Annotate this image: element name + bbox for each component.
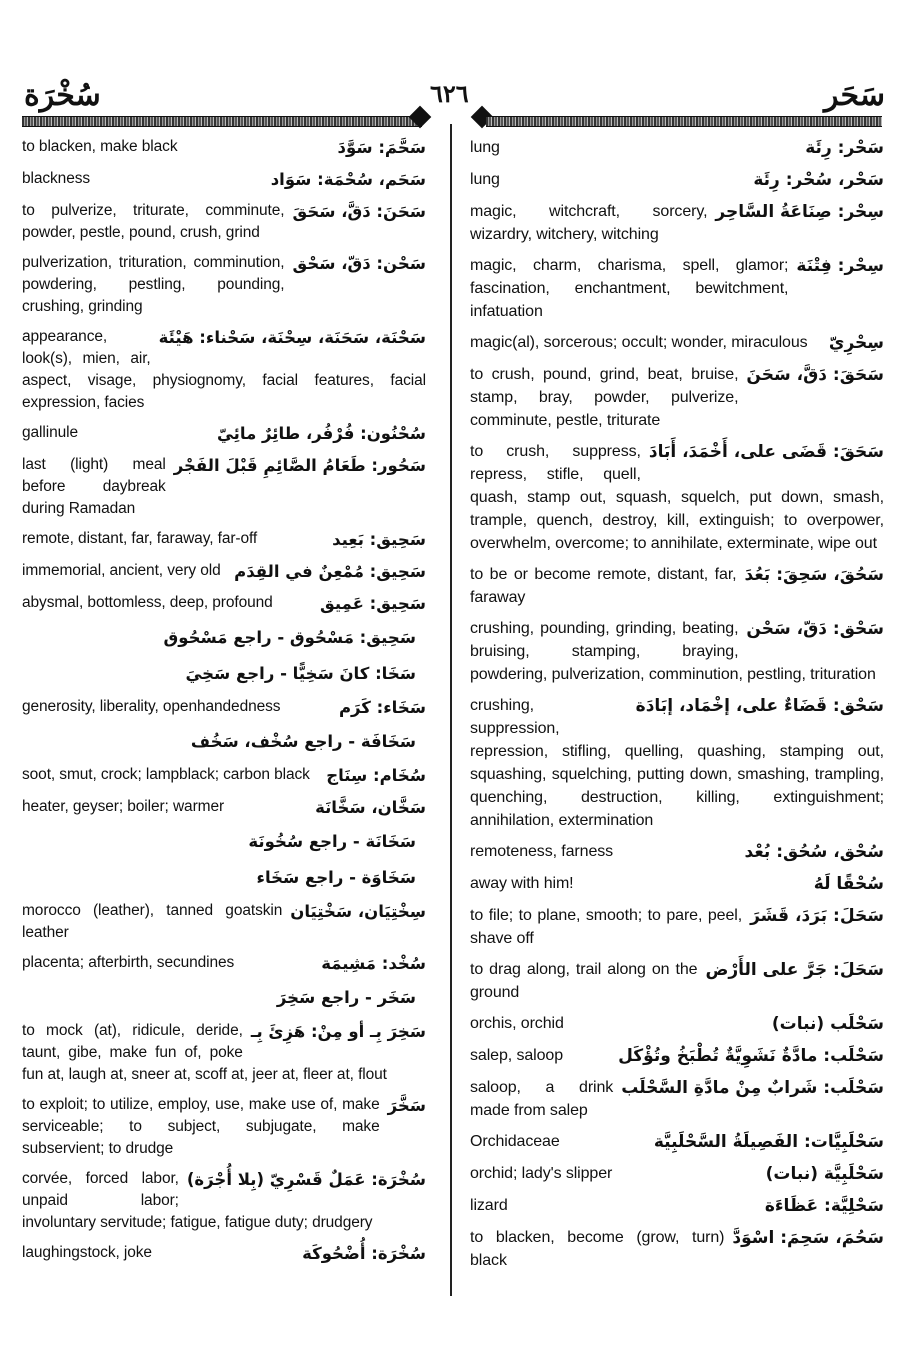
entry-headword: سَحْلَب (نبات) — [771, 1014, 884, 1034]
entry-gloss-text: morocco (leather), tanned goatskin leather — [22, 902, 283, 942]
entry-headword: سَحَنَ: دَقَّ، سَحَقَ — [292, 202, 426, 221]
entry-headword: سَحُقَ، سَحِقَ: بَعُدَ — [744, 565, 884, 585]
dictionary-entry — [22, 592, 426, 616]
dictionary-entry — [470, 1194, 884, 1218]
entry-gloss-text: generosity, liberality, openhandedness — [22, 698, 281, 716]
entry-gloss-text: remote, distant, far, faraway, far-off — [22, 530, 258, 548]
entry-gloss — [470, 200, 884, 246]
entry-gloss — [22, 764, 426, 788]
entry-gloss — [470, 958, 884, 1004]
entry-gloss-text: magic, witchcraft, sorcery, wizardry, witchery, witching — [470, 203, 708, 243]
entry-headword: سَخَّان، سَخَّانَة — [315, 798, 426, 818]
dictionary-entry — [470, 1130, 884, 1154]
entry-headword: سَخَافَة - راجع سُخْف، سَخُف — [190, 732, 416, 752]
entry-gloss — [470, 1162, 884, 1186]
entry-headword: سَحِيق: مَسْحُوق - راجع مَسْحُوق — [163, 628, 416, 648]
entry-gloss — [22, 136, 426, 160]
entry-headword: سَحَم، سُحْمَة: سَوَاد — [270, 170, 426, 189]
entry-gloss — [22, 796, 426, 820]
entry-headword: سَحُور: طَعَامُ الصَّائِمِ قَبْلَ الفَجْر — [173, 456, 426, 476]
entry-gloss — [22, 326, 426, 414]
entry-gloss — [22, 168, 426, 192]
entry-gloss — [470, 872, 884, 896]
entry-gloss-text: to crush, suppress, repress, stifle, quell, quash, stamp out, squash, squelch, put down, smash, trample, quench, destroy, kill, extinguish; to overpower, overwhelm, overcome; to annihilate, exterminate, wipe out — [470, 443, 884, 552]
dictionary-entry — [22, 764, 426, 788]
dictionary-entry — [22, 984, 426, 1012]
entry-headword: سَحْر: رِئَة — [805, 138, 884, 158]
entry-headword: سِخْتِيَان، سَخْتِيَان — [290, 902, 426, 922]
entry-headword: سَحْر، سُحْر: رِئَة — [753, 170, 884, 190]
dictionary-entry — [470, 1012, 884, 1036]
left-guide-word: سُخْرَة — [24, 79, 101, 112]
entry-gloss-text: to drag along, trail along on the ground — [470, 961, 698, 1001]
dictionary-entry — [22, 528, 426, 552]
entry-gloss — [470, 840, 884, 864]
dictionary-entry — [470, 694, 884, 832]
entry-gloss — [470, 1226, 884, 1272]
entry-gloss — [470, 331, 884, 355]
column-divider — [450, 124, 452, 1296]
dictionary-entry — [22, 1020, 426, 1086]
dictionary-entry — [470, 1162, 884, 1186]
entry-gloss-text: to exploit; to utilize, employ, use, make use of, make serviceable; to subject, subjugate, make subservient; to drudge — [22, 1096, 380, 1158]
dictionary-entry — [470, 440, 884, 555]
entry-gloss — [470, 1012, 884, 1036]
entry-headword: سَحْق: دَقّ، سَحْن — [746, 619, 884, 639]
entry-gloss — [22, 1020, 426, 1086]
entry-gloss-text: to file; to plane, smooth; to pare, peel, shave off — [470, 907, 743, 947]
dictionary-entry — [470, 168, 884, 192]
entry-gloss-text: abysmal, bottomless, deep, profound — [22, 594, 273, 612]
dictionary-entry — [22, 864, 426, 892]
dictionary-entry — [470, 363, 884, 432]
entry-gloss — [470, 254, 884, 323]
entry-headword: سَخَاوَة - راجع سَخَاء — [256, 868, 416, 888]
entry-gloss-text: to mock (at), ridicule, deride, taunt, gibe, make fun of, poke fun at, laugh at, sneer at, scoff at, jeer at, fleer at, flout — [22, 1022, 387, 1084]
entry-headword: سَحْلَب: شَرابٌ مِنْ مادَّةِ السَّحْلَب — [621, 1078, 884, 1098]
entry-gloss-text: orchid; lady's slipper — [470, 1165, 613, 1182]
dictionary-entry — [470, 872, 884, 896]
entry-gloss-text: laughingstock, joke — [22, 1244, 152, 1262]
left-column — [22, 136, 426, 1274]
entry-gloss — [470, 904, 884, 950]
entry-gloss-text: away with him! — [470, 875, 574, 892]
entry-gloss-text: appearance, look(s), mien, air, aspect, visage, physiognomy, facial features, facial expression, facies — [22, 328, 426, 412]
dictionary-entry — [22, 952, 426, 976]
entry-headword: سُخَام: سِنَاج — [326, 766, 426, 786]
entry-gloss — [22, 252, 426, 318]
entry-gloss — [22, 422, 426, 446]
entry-gloss — [22, 200, 426, 244]
entry-gloss — [22, 454, 426, 520]
dictionary-entry — [470, 200, 884, 246]
entry-headword: سَحَقَ: دَقَّ، سَحَنَ — [746, 365, 884, 385]
dictionary-entry — [22, 660, 426, 688]
entry-headword: سَخَر - راجع سَخِرَ — [276, 988, 416, 1008]
entry-gloss-text: pulverization, trituration, comminution, powdering, pestling, pounding, crushing, grinding — [22, 254, 285, 316]
entry-gloss — [22, 900, 426, 944]
entry-gloss-text: to crush, pound, grind, beat, bruise, stamp, bray, powder, pulverize, comminute, pestle, triturate — [470, 366, 739, 429]
entry-gloss-text: last (light) meal before daybreak during Ramadan — [22, 456, 166, 518]
dictionary-entry — [470, 1226, 884, 1272]
dictionary-entry — [22, 696, 426, 720]
dictionary-entry — [22, 136, 426, 160]
dictionary-entry — [22, 252, 426, 318]
entry-headword: سُخْد: مَشِيمَة — [321, 954, 426, 974]
dictionary-entry — [22, 624, 426, 652]
entry-gloss — [470, 168, 884, 192]
entry-headword: سَحْلِيَّة: عَظَاءَة — [764, 1196, 884, 1216]
entry-gloss — [22, 528, 426, 552]
entry-gloss — [470, 1044, 884, 1068]
right-column — [470, 136, 884, 1280]
dictionary-entry — [470, 617, 884, 686]
entry-gloss-text: saloop, a drink made from salep — [470, 1079, 614, 1119]
dictionary-entry — [470, 136, 884, 160]
entry-headword: سَحُمَ، سَحِمَ: اسْوَدَّ — [732, 1228, 884, 1248]
entry-gloss-text: gallinule — [22, 424, 78, 442]
entry-headword: سِحْر: فِتْنَة — [796, 256, 884, 276]
entry-gloss — [22, 1094, 426, 1160]
dictionary-entry — [470, 1076, 884, 1122]
entry-gloss — [470, 1130, 884, 1154]
entry-headword: سَخَّرَ — [387, 1096, 426, 1116]
entry-gloss — [470, 617, 884, 686]
entry-headword: سَخَاء: كَرَم — [338, 698, 426, 718]
entry-headword: سَحْلَب: مادَّةٌ نَشَوِيَّةٌ تُطْبَخُ وتُؤْكَل — [618, 1046, 884, 1066]
entry-gloss-text: blackness — [22, 170, 91, 187]
entry-headword: سُحْنُون: فُرْفُر، طائِرٌ مائِيّ — [216, 424, 426, 444]
entry-headword: سَحْلَبِيَّة (نبات) — [765, 1164, 884, 1184]
dictionary-entry — [22, 560, 426, 584]
dictionary-entry — [22, 454, 426, 520]
entry-headword: سَخَانَة - راجع سُخُونَة — [248, 832, 416, 852]
entry-gloss — [470, 563, 884, 609]
entry-headword: سَحْق: قَضَاءٌ على، إخْمَاد، إبَادَة — [635, 696, 884, 716]
dictionary-entry — [22, 422, 426, 446]
entry-headword: سِحْرِيّ — [828, 333, 884, 353]
dictionary-entry — [22, 1242, 426, 1266]
dictionary-entry — [22, 796, 426, 820]
dictionary-entry — [470, 254, 884, 323]
left-header-rule — [22, 116, 422, 127]
entry-headword: سَحَلَ: جَرَّ على الأَرْض — [705, 960, 884, 980]
entry-headword: سَحِيق: مُمْعِنٌ في القِدَم — [234, 562, 426, 582]
entry-headword: سَحَقَ: قَضَى على، أَخْمَدَ، أَبَادَ — [648, 442, 884, 462]
entry-gloss-text: to blacken, become (grow, turn) black — [470, 1229, 725, 1269]
entry-gloss — [22, 560, 426, 584]
entry-gloss-text: to blacken, make black — [22, 138, 178, 155]
entry-headword: سُخْرَة: أُضْحُوكَة — [302, 1244, 426, 1264]
entry-headword: سَخِرَ بِـ أو مِنْ: هَزِئَ بِـ — [250, 1022, 426, 1042]
right-header-rule — [486, 116, 882, 127]
entry-gloss-text: soot, smut, crock; lampblack; carbon black — [22, 766, 310, 784]
dictionary-entry — [470, 958, 884, 1004]
entry-gloss — [22, 952, 426, 976]
entry-gloss-text: to pulverize, triturate, comminute, powder, pestle, pound, crush, grind — [22, 202, 285, 242]
entry-gloss — [22, 592, 426, 616]
entry-gloss — [470, 440, 884, 555]
dictionary-entry — [470, 904, 884, 950]
dictionary-entry — [22, 1168, 426, 1234]
entry-gloss-text: lung — [470, 139, 500, 156]
dictionary-entry — [22, 1094, 426, 1160]
dictionary-entry — [22, 326, 426, 414]
page-number: ٦٢٦ — [430, 82, 469, 108]
entry-gloss — [470, 694, 884, 832]
right-guide-word: سَحَر — [823, 79, 885, 112]
entry-gloss-text: lizard — [470, 1197, 508, 1214]
dictionary-entry — [22, 200, 426, 244]
entry-headword: سَحْلَبِيَّات: الفَصِيلَةُ السَّحْلَبِيَّة — [653, 1132, 884, 1152]
entry-headword: سُحْقًا لَهُ — [813, 874, 884, 894]
dictionary-entry — [22, 168, 426, 192]
entry-headword: سِحْر: صِنَاعَةُ السَّاحِر — [715, 202, 884, 222]
entry-headword: سَحْنَة، سَحَنَة، سِحْنَة، سَحْناء: هَيْئَة — [158, 328, 426, 348]
entry-gloss-text: to be or become remote, distant, far, faraway — [470, 566, 737, 606]
entry-gloss — [22, 696, 426, 720]
entry-headword: سُخْرَة: عَمَلٌ قَسْرِيّ (بِلا أُجْرَة) — [186, 1170, 426, 1190]
entry-gloss — [22, 1242, 426, 1266]
entry-gloss-text: remoteness, farness — [470, 843, 614, 860]
dictionary-entry — [22, 900, 426, 944]
dictionary-entry — [470, 331, 884, 355]
entry-gloss — [470, 1194, 884, 1218]
dictionary-entry — [22, 728, 426, 756]
entry-gloss-text: crushing, suppression, repression, stifling, quelling, quashing, stamping out, squashing, squelching, putting down, smashing, trampling, quenching, destruction, killing, extinguishment; annihilation, extermination — [470, 697, 884, 829]
entry-gloss-text: salep, saloop — [470, 1047, 563, 1064]
entry-headword: سَحْن: دَقّ، سَحْق — [292, 254, 426, 274]
entry-gloss — [22, 1168, 426, 1234]
dictionary-entry — [22, 828, 426, 856]
entry-headword: سَخَا: كانَ سَخِيًّا - راجع سَخِيَ — [185, 664, 416, 684]
entry-gloss-text: magic, charm, charisma, spell, glamor; fascination, enchantment, bewitchment, infatuation — [470, 257, 789, 320]
entry-gloss-text: placenta; afterbirth, secundines — [22, 954, 235, 972]
dictionary-entry — [470, 563, 884, 609]
entry-gloss-text: heater, geyser; boiler; warmer — [22, 798, 225, 816]
page-header — [0, 78, 923, 112]
entry-headword: سَحَلَ: بَرَدَ، قَشَرَ — [750, 906, 884, 926]
entry-headword: سَحِيق: بَعِيد — [332, 530, 426, 550]
entry-gloss-text: lung — [470, 171, 500, 188]
entry-gloss — [470, 136, 884, 160]
dictionary-entry — [470, 840, 884, 864]
entry-headword: سَحَّمَ: سَوَّدَ — [337, 138, 426, 157]
entry-gloss — [470, 1076, 884, 1122]
entry-gloss-text: crushing, pounding, grinding, beating, bruising, stamping, braying, powdering, pulverization, comminution, pestling, trituration — [470, 620, 876, 683]
entry-headword: سَحِيق: عَمِيق — [319, 594, 426, 614]
entry-gloss-text: orchis, orchid — [470, 1015, 564, 1032]
entry-gloss-text: immemorial, ancient, very old — [22, 562, 221, 580]
dictionary-entry — [470, 1044, 884, 1068]
entry-gloss-text: Orchidaceae — [470, 1133, 560, 1150]
entry-gloss-text: magic(al), sorcerous; occult; wonder, miraculous — [470, 334, 808, 351]
entry-headword: سُحْق، سُحُق: بُعْد — [744, 842, 884, 862]
entry-gloss-text: corvée, forced labor, unpaid labor; involuntary servitude; fatigue, fatigue duty; drudgery — [22, 1170, 373, 1232]
entry-gloss — [470, 363, 884, 432]
